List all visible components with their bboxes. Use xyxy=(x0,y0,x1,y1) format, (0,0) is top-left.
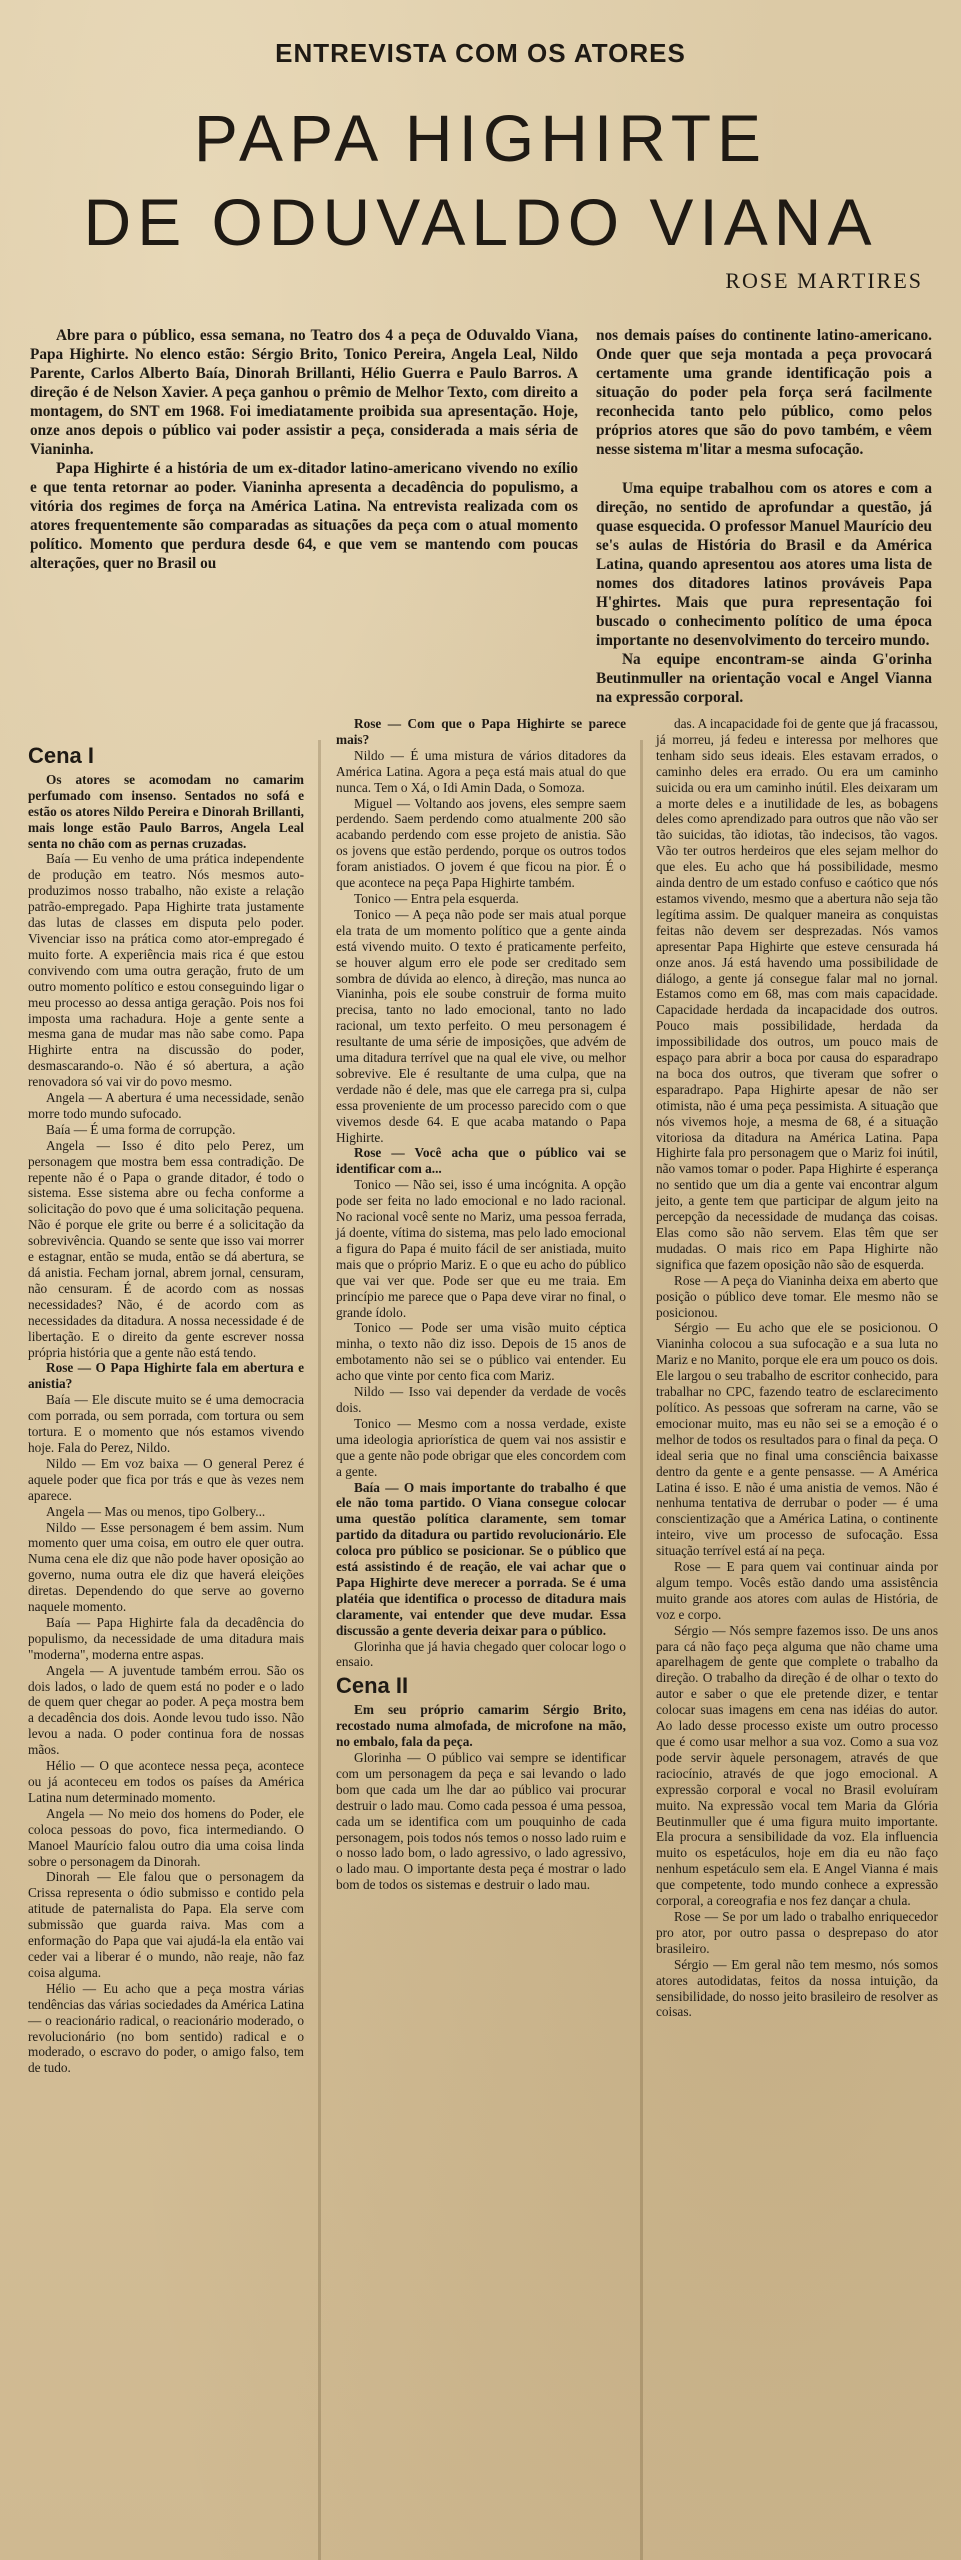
stage-direction: Os atores se acomodam no camarim perfumado com insenso. Sentados no sofá e estão os atores Nildo Pereira e Dinorah Brillanti, mais longe estão Paulo Barros, Angela Leal senta no chão com as pernas cruzadas. xyxy=(28,771,304,851)
headline-line-1: PAPA HIGHIRTE xyxy=(193,101,768,175)
column-3 xyxy=(656,716,938,2020)
dialogue-paragraph: Tonico — Mesmo com a nossa verdade, existe uma ideologia apriorística de quem vai nos assistir e que a gente não pode obrigar que eles concordem com a gente. xyxy=(336,1415,626,1479)
lead-paragraph: Abre para o público, essa semana, no Teatro dos 4 a peça de Oduvaldo Viana, Papa Highirte. No elenco estão: Sérgio Brito, Tonico Pereira, Angela Leal, Nildo Parente, Carlos Alberto Baía, Dinorah Brillanti, Hélio Guerra e Paulo Barros. A direção é de Nelson Xavier. A peça ganhou o prêmio de Melhor Texto, com direito a montagem, do SNT em 1968. Foi imediatamente proibida sua apresentação. Hoje, onze anos depois o público vai poder assistir a peça, considerada a mais séria de Vianinha. xyxy=(30,327,578,458)
lead-paragraph: Uma equipe trabalhou com os atores e com a direção, no sentido de aprofundar a questão, já quase esquecida. O professor Manuel Maurício deu se's aulas de História do Brasil e da América Latina, quando apresentou aos atores uma lista de nomes dos ditadores latinos prováveis Papa H'ghirtes. Mais que pura representação foi buscado o conhecimento político de uma época importante no desenvolvimento do terceiro mundo. xyxy=(596,480,932,649)
dialogue-paragraph: Sérgio — Eu acho que ele se posicionou. O Vianinha colocou a sua sufocação e a sua luta no Mariz e no Manito, porque ele era um pouco os dois. Ele largou o seu trabalho de escritor conhecido, para trabalhar no CPC, fazendo teatro de esclarecimento político. As pessoas que sofreram na carne, vão se emocionar muito, mas eu não sei se a emoção é o melhor de todos os resultados para o final da peça. O ideal seria que no final uma consciência baixasse dentro da gente e a gente pensasse. — A América Latina é isso. E não é uma anistia de vemos. Não é nenhuma tentativa de derrubar o poder — é uma conscientização que a América Latina, o continente inteiro, vive um processo de sufocação. Essa situação terrível está aí na peça. xyxy=(656,1320,938,1559)
question-paragraph: Rose — Com que o Papa Highirte se parece mais? xyxy=(336,716,626,747)
dialogue-paragraph: Tonico — A peça não pode ser mais atual porque ela trata de um momento político que a gente ainda está vivendo muito. O texto é praticamente perfeito, se houver algum erro ele pode ser creditado sem sombra de dúvida ao elenco, à direção, mas nunca ao Vianinha, pois ele soube construir de forma muito precisa, tanto no lado emocional, tanto no lado racional, um texto perfeito. O meu personagem é resultante de uma série de imposições, que advém de uma ditadura terrível que na qual ele vive, ou melhor sobrevive. Ele é resultante de uma culpa, que na verdade não é dele, mas que ele carrega pra si, culpa essa proveniente de um processo parecido com o que vivemos desde 64. E que acaba matando o Papa Highirte. xyxy=(336,906,626,1145)
dialogue-paragraph: Angela — No meio dos homens do Poder, ele coloca pessoas do povo, fica intermediando. O Manoel Maurício falou outro dia uma coisa linda sobre o personagem da Dinorah. xyxy=(28,1805,304,1869)
dialogue-paragraph: Miguel — Voltando aos jovens, eles sempre saem perdendo. Saem perdendo como atualmente 200 são acabando perdendo com esse projeto de anistia. São os jovens que estão perdendo, porque os outros todos foram anistiados. O jovem é que ficou na pior. É o que acontece na peça Papa Highirte também. xyxy=(336,795,626,891)
dialogue-paragraph: Sérgio — Nós sempre fazemos isso. De uns anos para cá não faço peça alguma que não chame uma aparelhagem de gente que complete o trabalho da direção. O trabalho da direção é de olhar o texto do autor e saber o que ele pretende dizer, e tentar colocar suas imagens em cena nas idéias do autor. Ao lado desse processo existe um outro processo que é como usar melhor a sua voz. Como a sua voz pode servir àquele personagem, através de que raciocínio, através de que jogo emocional. A expressão corporal e vocal no Brasil evoluíram muito. Na expressão vocal tem Maria da Glória Beutinmuller que é uma figura muito importante. Ela procura a sensibilidade da voz. Ela influencia muito os espetáculos, hoje em dia eu não faço nenhum espetáculo sem ela. E Angel Vianna é mais que competente, todo mundo conhece a expressão corporal, a coreografia e nos fez dançar a chula. xyxy=(656,1622,938,1909)
scene-heading: Cena II xyxy=(336,1673,409,1699)
dialogue-paragraph: Tonico — Não sei, isso é uma incógnita. A opção pode ser feita no lado emocional e no lado racional. No racional você sente no Mariz, uma pessoa ferrada, já doente, vítima do sistema, mas pelo lado emocional a figura do Papa é muito fácil de ser anistiada, muito mais que o próprio Mariz. E o que eu acho do público que vai ver que. Pode ser que eu me traia. Em princípio me parece que o Papa deve virar no final, o grande ídolo. xyxy=(336,1177,626,1320)
column-divider xyxy=(318,740,321,2560)
scene-heading: Cena I xyxy=(28,743,95,768)
dialogue-paragraph: Nildo — Em voz baixa — O general Perez é aquele poder que fica por trás e que às vezes nem aparece. xyxy=(28,1455,304,1503)
dialogue-paragraph: Hélio — Eu acho que a peça mostra várias tendências das várias sociedades da América Latina — o reacionário radical, o reacionário moderado, o revolucionário (no bom sentido) radical e o moderado, o escravo do poder, o amigo falso, tem de tudo. xyxy=(28,1980,304,2076)
lead-left xyxy=(30,326,578,573)
headline-line-2: DE ODUVALDO VIANA xyxy=(83,185,878,259)
lead-paragraph: Papa Highirte é a história de um ex-ditador latino-americano vivendo no exílio e que tenta retornar ao poder. Vianinha apresenta a decadência do populismo, a vitória dos regimes de força na América Latina. Na entrevista realizada com os atores frequentemente são comparadas as situações da peça com o atual momento político. Momento que perdura desde 64, e que vem se mantendo com poucas alterações, quer no Brasil ou xyxy=(30,460,578,572)
dialogue-paragraph: Glorinha — O público vai sempre se identificar com um personagem da peça e sai levando o lado bom que cada um lhe dar ao público vai procurar destruir o lado mau. Como cada pessoa é uma pessoa, cada um se identifica com um pouquinho de cada personagem, pois todos nós temos o nosso lado ruim e o nosso lado bom, o lado agressivo, o lado agressivo, o lado mau. O importante desta peça é mostrar o lado bom de todos os sistemas e destruir o lado mau. xyxy=(336,1750,626,1893)
column-divider xyxy=(640,740,643,2560)
dialogue-paragraph: Rose — A peça do Vianinha deixa em aberto que posição o público deve tomar. Ele mesmo não se posicionou. xyxy=(656,1272,938,1320)
question-paragraph: Rose — Você acha que o público vai se identificar com a... xyxy=(336,1145,626,1177)
dialogue-paragraph: das. A incapacidade foi de gente que já fracassou, já morreu, já fedeu e interessa por melhores que tenham sido seus ideais. Eles estavam errados, o caminho deles era errado. Ou era um caminho suicida ou era um caminho inútil. Eles deixaram um a morte deles e a inutilidade de les, as bobagens deles como aprendizado para outros que não vão ser tão suicidas, tão idiotas, tão indecisos, tão vagos. Vão ter outros herdeiros que eles sejam melhor do que eles. Eu acho que há possibilidade, mesmo ainda dentro de um estado confuso e caótico que nós estamos vivendo, mesmo que a abertura não seja tão legítima assim. De qualquer maneira as conquistas feitas não devem ser desprezadas. Nós vamos apresentar Papa Highirte que esteve censurada há onze anos. Já está havendo uma possibilidade de diálogo, a gente já consegue falar mal no jornal. Estamos como em 68, mas com mais capacidade. Capacidade herdada da incapacidade dos outros. Pouco mais possibilidade, herdada da impossibilidade dos outros, um pouco mais de espaço para abrir a boca por causa do esparadrapo na boca dos outros, que tiveram que sofrer o esparadrapo. Papa Highirte apesar de não ser otimista, não é uma peça pessimista. A situação que nós vivemos hoje, a mesma de 68, é a situação vitoriosa da ditadura na América Latina. Papa Highirte fala pro personagem que o Mariz foi inútil, não vamos tomar o poder. Papa Highirte é esperança no sentido que um dia a gente vai encontrar algum jeito, a gente tem que participar de algum jeito na percepção da necessidade de mudança das coisas. Elas como são não servem. Elas têm que ser mudadas. O mais rico em Papa Highirte não significa que fazem oposição não são de esquerda. xyxy=(656,716,938,1272)
dialogue-paragraph: Hélio — O que acontece nessa peça, acontece ou já aconteceu em todos os países da América Latina num determinado momento. xyxy=(28,1758,304,1805)
dialogue-paragraph: Nildo — Isso vai depender da verdade de vocês dois. xyxy=(336,1384,626,1415)
dialogue-paragraph: Rose — Se por um lado o trabalho enriquecedor pro ator, por outro passa o desprepaso do ator brasileiro. xyxy=(656,1908,938,1956)
question-paragraph: Rose — O Papa Highirte fala em abertura e anistia? xyxy=(28,1360,304,1392)
lead-right xyxy=(596,326,932,707)
dialogue-paragraph: Nildo — É uma mistura de vários ditadores da América Latina. Agora a peça está mais atual do que nunca. Tem o Xá, o Idi Amin Dada, o Somoza. xyxy=(336,747,626,795)
question-paragraph: Baía — O mais importante do trabalho é que ele não toma partido. O Viana consegue colocar uma questão política claramente, sem tomar partido da ditadura ou partido revolucionário. Ele coloca pro público se posicionar. Se o público que está assistindo é de reação, ele vai achar que o Papa Highirte deve merecer a porrada. Se é uma platéia que identifica o processo de ditadura mais claramente, vai entender que deve mudar. Essa discussão a gente deveria deixar para o público. xyxy=(336,1479,626,1638)
lead-paragraph: nos demais países do continente latino-americano. Onde quer que seja montada a peça provocará certamente uma grande identificação pois a situação do poder pela força será facilmente reconhecida tanto pelo público, como pelos próprios atores que são do povo também, e vêem nesse sistema m'litar a mesma sufocação. xyxy=(596,327,932,458)
column-1 xyxy=(28,743,304,2076)
stage-direction: Em seu próprio camarim Sérgio Brito, recostado numa almofada, de microfone na mão, no embalo, fala da peça. xyxy=(336,1702,626,1750)
dialogue-paragraph: Dinorah — Ele falou que o personagem da Crissa representa o ódio submisso e contido pela atitude de paternalista do Papa. Ela serve com submissão que guarda raiva. Mas com a enformação do Papa que vai ajudá-la ela então vai ceder vai a liberar é o mundo, não reaje, não faz coisa alguma. xyxy=(28,1869,304,1980)
dialogue-paragraph: Baía — Eu venho de uma prática independente de produção em teatro. Nós mesmos auto-produzimos nosso trabalho, não existe a relação patrão-empregado. Papa Highirte trata justamente das lutas de classes em disputa pelo poder. Vivenciar isso na prática como ator-empregado é muito forte. A experiência mais rica é que estou convivendo com uma outra geração, fruto de um outro momento político e estou conseguindo ligar o meu processo ao dessa antiga geração. Pois nos foi imposta uma rachadura. Hoje a gente sente a mesma gana de mudar mas não sabe como. Papa Highirte entra na discussão do poder, desmascarando-o. Não é só abertura, a ação renovadora só vai vir do povo mesmo. xyxy=(28,851,304,1090)
dialogue-paragraph: Angela — Isso é dito pelo Perez, um personagem que mostra bem essa contradição. De repente não é o Papa o grande ditador, é todo o sistema. Esse sistema abre ou fecha conforme a solicitação do povo que é uma solicitação pequena. Não é porque ele grite ou berre é a solicitação da sobrevivência. Quando se sente que isso vai morrer e estagnar, então se muda, então se dá abertura, se dá anistia. Fecham jornal, abrem jornal, censuram, não censuram. É de acordo com as nossas necessidades? Não, é de acordo com as necessidades da ditadura. A nossa necessidade é de libertação. E o direito da gente escrever nossa própria história que a gente não está tendo. xyxy=(28,1137,304,1360)
dialogue-paragraph: Angela — A juventude também errou. São os dois lados, o lado de quem está no poder e o lado de quem quer chegar ao poder. A peça mostra bem a decadência dos dois. Aonde levou tudo isso. Não levou a nada. O poder continua fora de nossas mãos. xyxy=(28,1662,304,1758)
byline: ROSE MARTIRES xyxy=(725,268,923,293)
dialogue-paragraph: Rose — E para quem vai continuar ainda por algum tempo. Vocês estão dando uma assistência muito grande aos atores com aulas de História, de voz e corpo. xyxy=(656,1559,938,1622)
section-kicker: ENTREVISTA COM OS ATORES xyxy=(275,38,686,68)
dialogue-paragraph: Baía — Papa Highirte fala da decadência do populismo, da necessidade de uma ditadura mais "moderna", moderna entre aspas. xyxy=(28,1614,304,1662)
dialogue-paragraph: Nildo — Esse personagem é bem assim. Num momento quer uma coisa, em outro ele quer outra. Numa cena ele diz que não pode haver oposição ao governo, numa outra ele diz que haverá eleições diretas. Dependendo do que serve ao governo naquele momento. xyxy=(28,1519,304,1615)
column-2 xyxy=(336,716,626,1893)
dialogue-paragraph: Tonico — Pode ser uma visão muito céptica minha, o texto não diz isso. Depois de 15 anos de embotamento não sei se o público vai entender. Eu acho que vinte por cento fica com Mariz. xyxy=(336,1320,626,1384)
lead-paragraph: Na equipe encontram-se ainda G'orinha Beutinmuller na orientação vocal e Angel Vianna na expressão corporal. xyxy=(596,651,932,706)
dialogue-paragraph: Baía — Ele discute muito se é uma democracia com porrada, ou sem porrada, com tortura ou sem tortura. E o momento que nós estamos vivendo hoje. Fala do Perez, Nildo. xyxy=(28,1392,304,1455)
dialogue-paragraph: Baía — É uma forma de corrupção. xyxy=(46,1121,236,1137)
dialogue-paragraph: Tonico — Entra pela esquerda. xyxy=(354,890,519,906)
dialogue-paragraph: Angela — Mas ou menos, tipo Golbery... xyxy=(46,1503,266,1519)
dialogue-paragraph: Glorinha que já havia chegado quer colocar logo o ensaio. xyxy=(336,1638,626,1670)
dialogue-paragraph: Sérgio — Em geral não tem mesmo, nós somos atores autodidatas, feitos da nossa intuição, da sensibilidade, do nosso jeito brasileiro de resolver as coisas. xyxy=(656,1956,938,2020)
dialogue-paragraph: Angela — A abertura é uma necessidade, senão morre todo mundo sufocado. xyxy=(28,1090,304,1121)
